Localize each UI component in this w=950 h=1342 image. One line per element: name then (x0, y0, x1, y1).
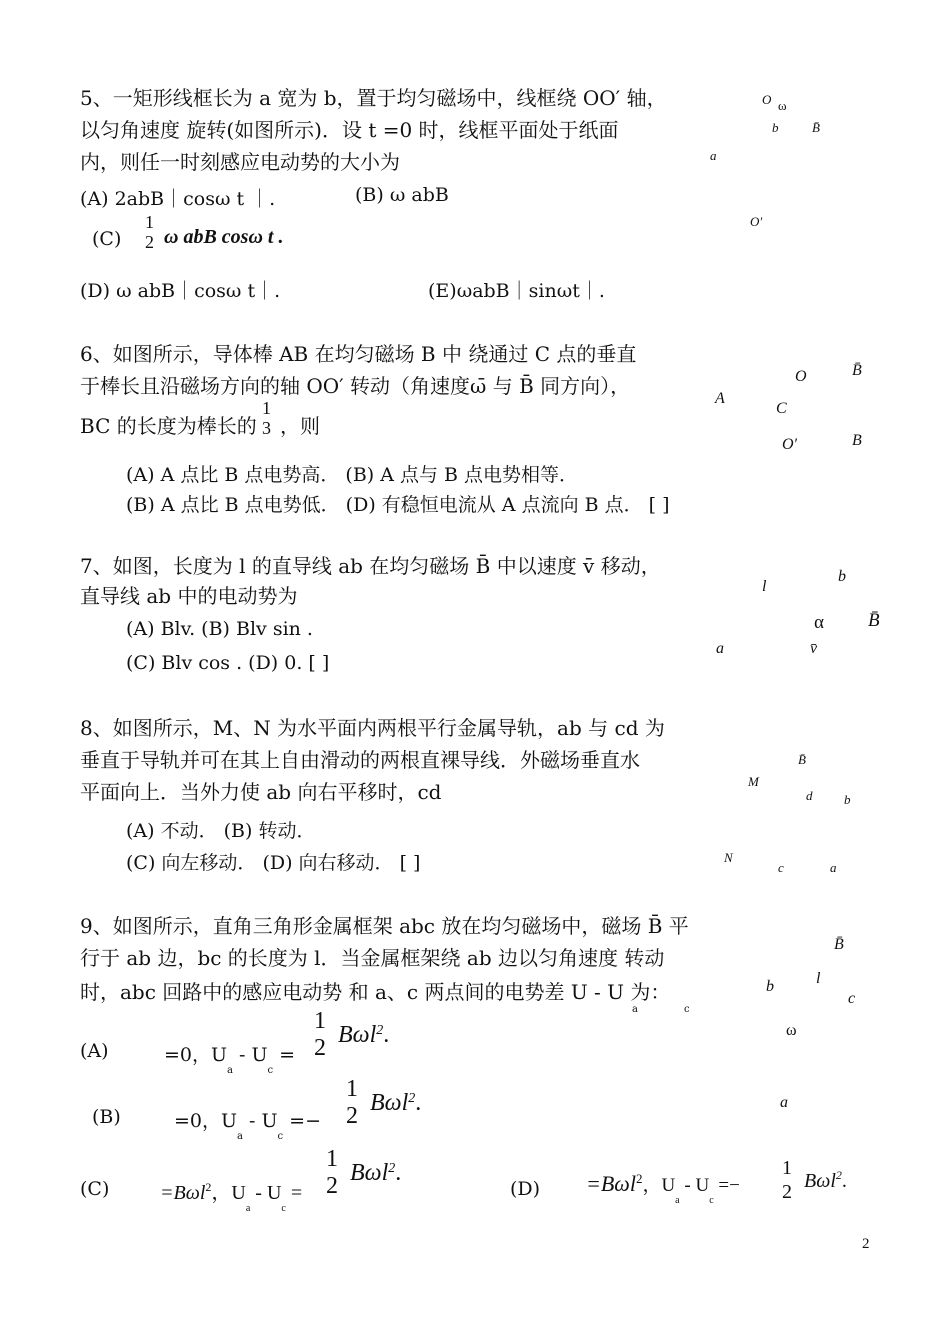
fraction-denominator: 2 (314, 1035, 326, 1061)
q9-fig-label-omega: ω (786, 1022, 797, 1039)
fraction-numerator: 1 (346, 1076, 358, 1102)
q9-option-a-expression (338, 1022, 389, 1049)
q5-fig-label-a: a (710, 148, 717, 163)
q5-option-c-expression: ω abB cosω t . (164, 226, 284, 248)
q9-fig-label-l: l (816, 970, 821, 987)
q9-option-d-label: (D) (510, 1178, 541, 1200)
q5-fig-label-O: O (762, 92, 772, 107)
q9-option-b-label: (B) (92, 1106, 121, 1128)
q9-option-a-emf (164, 1040, 296, 1076)
q6-option-row2: (B) A 点比 B 点电势低． (D) 有稳恒电流从 A 点流向 B 点． [ ] (126, 494, 670, 516)
q8-fig-label-a: a (830, 860, 837, 875)
q7-option-row2: (C) Blv cos . (D) 0. [ ] (126, 652, 330, 674)
q9-option-d-emf (586, 1170, 740, 1206)
q6-fig-label-C: C (776, 400, 787, 417)
q9-option-a-label: (A) (80, 1040, 109, 1062)
period: . (841, 1170, 847, 1192)
q8-line1: 8、如图所示，M、N 为水平面内两根平行金属导轨，ab 与 cd 为 (80, 716, 665, 740)
q8-line3: 平面向上．当外力使 ab 向右平移时，cd (80, 780, 442, 804)
q6-fig-label-O-prime: O′ (782, 436, 798, 453)
subscript-c: c (281, 1203, 286, 1214)
q5-line2: 以匀角速度 旋转(如图所示)．设 t =0 时，线框平面处于纸面 (80, 118, 619, 142)
minus-u: - U (679, 1175, 710, 1196)
subscript-c: c (709, 1195, 714, 1206)
superscript-2: 2 (205, 1180, 212, 1194)
fraction-numerator: 1 (262, 398, 271, 418)
subscript-c: c (267, 1065, 274, 1076)
q5-option-d: (D) ω abB｜cosω t｜. (80, 280, 281, 302)
b-omega-l: Bωl (370, 1090, 409, 1116)
b-omega-l: Bωl (350, 1160, 389, 1186)
q9-option-c-fraction (326, 1146, 338, 1200)
q9-option-c-label: (C) (80, 1178, 110, 1200)
q7-fig-label-v: v̄ (810, 640, 818, 657)
q5-fig-label-omega: ω (778, 98, 787, 113)
subscript-a: a (237, 1131, 243, 1142)
superscript-2: 2 (376, 1023, 384, 1038)
fraction-denominator: 2 (346, 1103, 358, 1129)
superscript-2: 2 (388, 1161, 396, 1176)
q8-fig-label-B: B̄ (798, 752, 806, 767)
comma-u: ，U (211, 1182, 246, 1204)
q5-fig-label-O-prime: O′ (750, 214, 763, 229)
minus-u: - U (233, 1044, 268, 1066)
q9-fig-label-a: a (780, 1094, 788, 1111)
q6-line2: 于棒长且沿磁场方向的轴 OO′ 转动（角速度ω̄ 与 B̄ 同方向）， (80, 374, 631, 398)
q7-fig-label-alpha: α (814, 612, 824, 633)
q6-fig-label-O: O (795, 368, 807, 385)
q8-fig-label-d: d (806, 788, 813, 803)
fraction-numerator: 1 (326, 1146, 338, 1172)
q9-option-a-fraction (314, 1008, 326, 1062)
q5-option-c-label: (C) (92, 228, 122, 250)
q8-fig-label-b: b (844, 792, 851, 807)
q9-option-c-expression (350, 1160, 401, 1187)
q6-line3-pre: BC 的长度为棒长的 (80, 414, 257, 438)
q5-line3: 内，则任一时刻感应电动势的大小为 (80, 150, 400, 174)
q6-line3-post: ，则 (280, 414, 320, 438)
period: . (415, 1090, 422, 1116)
q7-option-row1: (A) Blv. (B) Blv sin . (126, 618, 313, 640)
q9-option-b-fraction (346, 1076, 358, 1130)
period: . (395, 1160, 402, 1186)
q8-fig-label-M: M (748, 774, 759, 789)
subscript-a: a (227, 1065, 233, 1076)
superscript-2: 2 (835, 1168, 842, 1182)
q9-line3-sub-a: a (632, 1004, 638, 1015)
q8-fig-label-c: c (778, 860, 784, 875)
q5-option-e: (E)ωabB｜sinωt｜. (428, 280, 605, 302)
subscript-a: a (245, 1203, 251, 1214)
fraction-denominator: 2 (326, 1173, 338, 1199)
q6-fig-label-B-vector: B̄ (852, 362, 862, 379)
q5-option-b: (B) ω abB (355, 184, 449, 206)
q6-fraction (262, 398, 271, 438)
comma-u: ，U (642, 1175, 676, 1196)
b-omega-l: Bωl (338, 1022, 377, 1048)
q9-fig-label-c: c (848, 990, 856, 1007)
q9-fig-label-b: b (766, 978, 774, 995)
b-omega-l: Bωl (804, 1170, 836, 1192)
q9-option-d-fraction (782, 1156, 792, 1204)
q6-option-row1: (A) A 点比 B 点电势高． (B) A 点与 B 点电势相等． (126, 464, 579, 486)
q8-option-row1: (A) 不动． (B) 转动． (126, 820, 316, 842)
fraction-denominator: 2 (782, 1181, 792, 1203)
q9-option-d-expression (804, 1170, 847, 1193)
q5-fig-label-b: b (772, 120, 779, 135)
emf-b-omega-l: =Bωl (160, 1182, 206, 1204)
q7-fig-label-b: b (838, 568, 846, 585)
q8-option-row2: (C) 向左移动． (D) 向右移动． [ ] (126, 852, 421, 874)
q9-option-b-expression (370, 1090, 421, 1117)
q9-fig-label-B: B̄ (834, 936, 844, 953)
q6-fig-label-A: A (715, 390, 725, 407)
q5-fig-label-B: B̄ (812, 120, 820, 135)
minus-u: - U (250, 1182, 282, 1204)
q8-line2: 垂直于导轨并可在其上自由滑动的两根直裸导线．外磁场垂直水 (80, 748, 640, 772)
q9-line2: 行于 ab 边，bc 的长度为 l．当金属框架绕 ab 边以匀角速度 转动 (80, 946, 665, 970)
q7-line1: 7、如图，长度为 l 的直导线 ab 在均匀磁场 B̄ 中以速度 v̄ 移动， (80, 554, 661, 578)
equals-negative-sign: =− (283, 1110, 322, 1132)
fraction-numerator: 1 (314, 1008, 326, 1034)
superscript-2: 2 (408, 1091, 416, 1106)
emf-equals-zero: =0，U (164, 1044, 228, 1066)
equals-sign: = (273, 1044, 296, 1066)
fraction-numerator: 1 (782, 1157, 792, 1179)
equals-negative-sign: =− (713, 1175, 740, 1196)
period: . (383, 1022, 390, 1048)
fraction-denominator: 3 (262, 418, 271, 438)
q5-option-c-fraction (145, 212, 154, 252)
q5-option-a: (A) 2abB｜cosω t ｜. (80, 188, 276, 210)
q7-fig-label-l: l (762, 578, 767, 595)
emf-b-omega-l: =Bωl (586, 1171, 636, 1196)
subscript-a: a (675, 1195, 680, 1206)
fraction-denominator: 2 (145, 232, 154, 252)
q6-line1: 6、如图所示，导体棒 AB 在均匀磁场 B 中 绕通过 C 点的垂直 (80, 342, 637, 366)
q7-line2: 直导线 ab 中的电动势为 (80, 584, 298, 608)
fraction-numerator: 1 (145, 212, 154, 232)
q9-line3: 时，abc 回路中的感应电动势 和 a、c 两点间的电势差 U - U 为： (80, 980, 671, 1004)
q9-line3-sub-c: c (684, 1004, 690, 1015)
equals-sign: = (285, 1182, 303, 1204)
page-number: 2 (862, 1236, 870, 1252)
q9-option-b-emf (174, 1106, 322, 1142)
q7-fig-label-a: a (716, 640, 724, 657)
q9-option-c-emf (160, 1176, 303, 1214)
q6-fig-label-B: B (852, 432, 862, 449)
superscript-2: 2 (635, 1171, 643, 1186)
q8-fig-label-N: N (724, 850, 733, 865)
emf-equals-zero: =0，U (174, 1110, 238, 1132)
q5-line1: 5、一矩形线框长为 a 宽为 b，置于均匀磁场中，线框绕 OO′ 轴， (80, 86, 667, 110)
subscript-c: c (277, 1131, 284, 1142)
q7-fig-label-B: B̄ (868, 610, 880, 631)
minus-u: - U (243, 1110, 278, 1132)
q9-line1: 9、如图所示，直角三角形金属框架 abc 放在均匀磁场中，磁场 B̄ 平 (80, 914, 689, 938)
